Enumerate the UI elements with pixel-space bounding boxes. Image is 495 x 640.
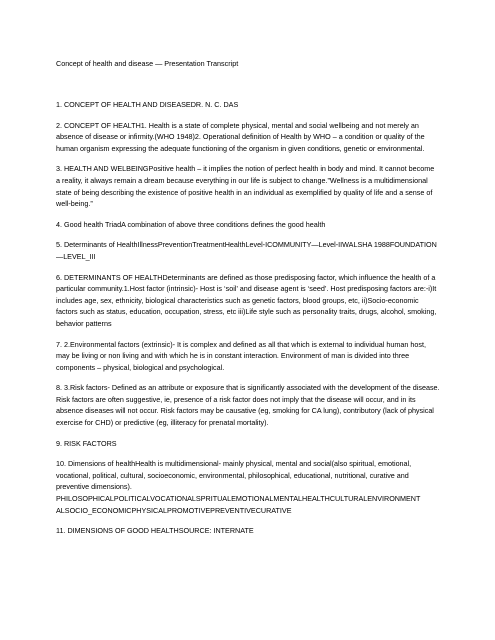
transcript-paragraph — [56, 382, 440, 428]
paragraph-text: 4. Good health TriadA combination of above three conditions defines the good health — [56, 219, 326, 229]
paragraph-text: 5. Determinants of HealthIllnessPreventionTreatmentHealthLevel-ICOMMUNITY—Level-IIWALSHA 1988FOUNDATION—LEVEL_III — [56, 240, 437, 261]
paragraph-text: PHILOSOPHICALPOLITICALVOCATIONALSPRITUALEMOTIONALMENTALHEALTHCULTURALENVIRONMENT — [56, 494, 421, 504]
paragraph-text: 10. Dimensions of healthHealth is multidimensional- mainly physical, mental and social(also spiritual, emotional, vocational, political, cultural, socioeconomic, environmental, philosophical, educational, nutritional, curative and preventive dimensions). — [56, 459, 412, 492]
paragraph-text: 9. RISK FACTORS — [56, 438, 117, 448]
paragraph-text: 1. CONCEPT OF HEALTH AND DISEASEDR. N. C. DAS — [56, 100, 239, 109]
paragraph-text: ALSOCIO_ECONOMICPHYSICALPROMOTIVEPREVENTIVECURATIVE — [56, 505, 292, 515]
transcript-paragraph — [56, 163, 440, 209]
paragraph-text: 3. HEALTH AND WELBEINGPositive health – it implies the notion of perfect health in body and mind. It cannot become a reality, it always remain a dream because everything in our life is subject to change.”Wellness is a multidimensional state of being describing the existence of positive health in an individual as exemplified by quality of life and a sense of well-being.” — [56, 164, 435, 209]
paragraph-text: 7. 2.Environmental factors (extrinsic)- It is complex and defined as all that which is external to individual human host, may be living or non living and with which he is in constant interaction. Environment of man is divided into three components – physical, biological and psychological. — [56, 339, 426, 372]
paragraph-text: 8. 3.Risk factors- Defined as an attribute or exposure that is significantly associated with the development of the disease. Risk factors are often suggestive, ie, presence of a risk factor does not imply that the disease will occur, and in its absence diseases will not occur. Risk factors may be causative (eg, smoking for CA lung), contributory (lack of physical exercise for CHD) or predictive (eg, illiteracy for prenatal mortality). — [56, 383, 440, 428]
transcript-paragraph — [56, 99, 440, 111]
transcript-paragraph — [56, 120, 440, 155]
paragraph-text: 6. DETERMINANTS OF HEALTHDeterminants are defined as those predisposing factor, which influence the health of a particular community.1.Host factor (intrinsic)- Host is ‘soil’ and disease agent is ‘seed’. Host predisposing factors are:-i)It includes age, sex, ethnicity, biological characteristics such as genetic factors, blood groups, etc, ii)Socio-economic factors such as status, education, occupation, stress, etc iii)Life style such as personality traits, drugs, alcohol, smoking, behavior patterns — [56, 272, 437, 328]
document-title: Concept of health and disease — Presentation Transcript — [56, 59, 239, 68]
transcript-paragraph — [56, 272, 440, 330]
transcript-paragraph — [56, 239, 440, 262]
transcript-paragraph — [56, 458, 440, 516]
transcript-body — [56, 99, 440, 537]
paragraph-text: 2. CONCEPT OF HEALTH1. Health is a state of complete physical, mental and social wellbeing and not merely an absence of disease or infirmity.(WHO 1948)2. Operational definition of Health by WHO – a condition or quality of the human organism expressing the adequate functioning of the organism in given conditions, genetic or environmental. — [56, 120, 425, 153]
paragraph-text: 11. DIMENSIONS OF GOOD HEALTHSOURCE: INTERNATE — [56, 526, 254, 536]
transcript-paragraph — [56, 438, 440, 450]
transcript-paragraph — [56, 525, 440, 537]
transcript-paragraph — [56, 219, 440, 231]
transcript-paragraph — [56, 339, 440, 374]
